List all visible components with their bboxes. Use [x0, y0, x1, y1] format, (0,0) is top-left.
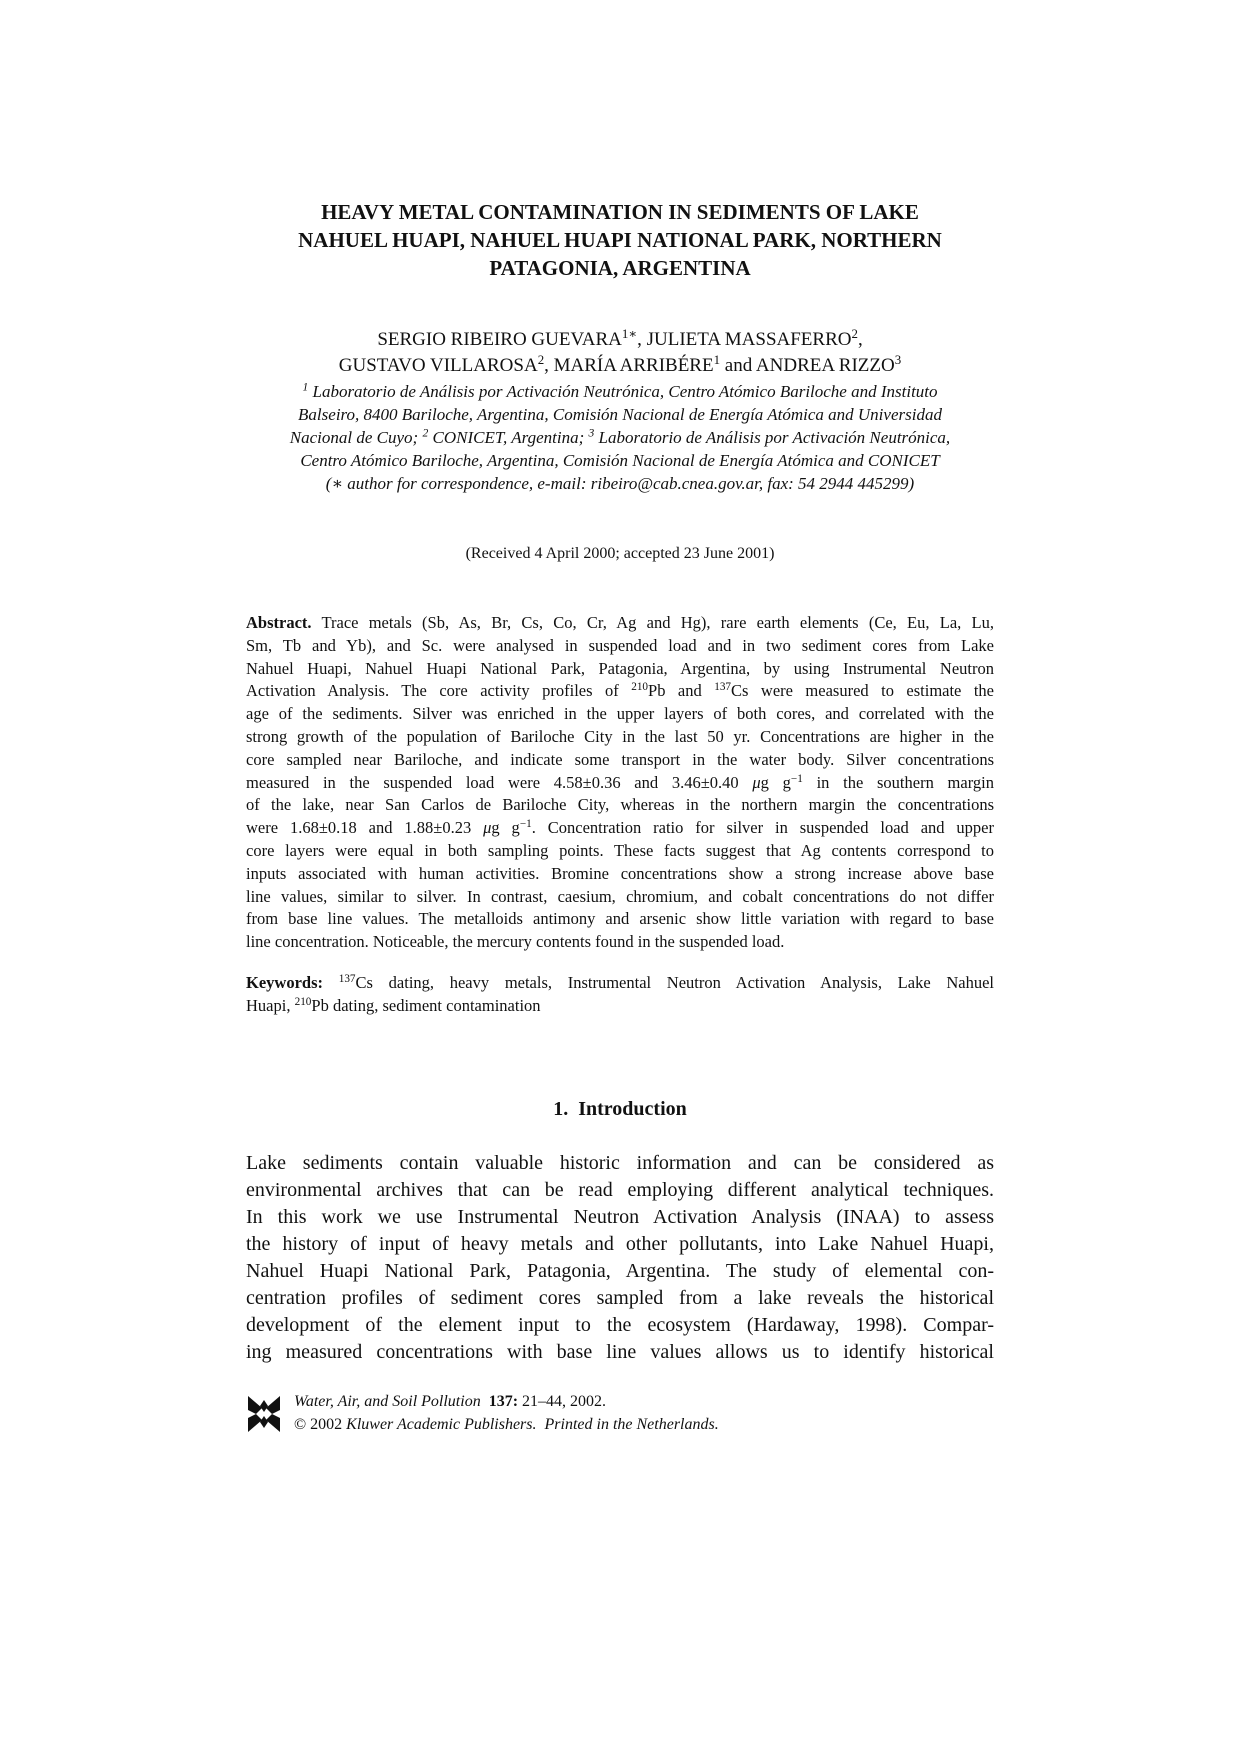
abstract-text: Pb and — [648, 681, 715, 701]
publisher-name: Kluwer Academic Publishers. — [346, 1416, 537, 1433]
body-line: environmental archives that can be read employing different analytical techniques. — [246, 1179, 994, 1201]
affiliation-text: Nacional de Cuyo; — [289, 428, 423, 447]
section-title: Introduction — [578, 1098, 687, 1120]
copyright-line — [294, 1413, 719, 1436]
unit-exponent: −1 — [790, 772, 803, 785]
author-line — [170, 327, 1070, 353]
isotope-mass-number: 137 — [714, 681, 732, 694]
body-line: Lake sediments contain valuable historic information and can be considered as — [246, 1152, 994, 1174]
introduction-body — [246, 1150, 994, 1366]
abstract-line — [246, 612, 994, 635]
affiliation-mark: 3 — [588, 426, 595, 440]
affiliation-text: Laboratorio de Análisis por Activación Neutrónica, — [594, 428, 951, 447]
title-line: HEAVY METAL CONTAMINATION IN SEDIMENTS OF LAKE — [321, 200, 919, 224]
body-line: Nahuel Huapi National Park, Patagonia, Argentina. The study of elemental con- — [246, 1260, 994, 1282]
keywords-line — [246, 995, 994, 1018]
unit-symbol: μ — [483, 818, 492, 838]
author-affiliation-mark: 2 — [537, 351, 545, 367]
abstract-line: of the lake, near San Carlos de Bariloche City, whereas in the northern margin the concentrations — [246, 795, 994, 815]
keywords-text: Huapi, — [246, 995, 295, 1015]
author-name: , MARÍA ARRIBÉRE — [544, 355, 714, 376]
affiliation-line: Balseiro, 8400 Bariloche, Argentina, Comisión Nacional de Energía Atómica and Universidad — [298, 405, 942, 424]
keywords-text: Pb dating, sediment contamination — [311, 995, 541, 1015]
author-affiliation-mark: 1 — [713, 351, 721, 367]
abstract-line: inputs associated with human activities. Bromine concentrations show a strong increase above base — [246, 863, 994, 883]
abstract-line — [246, 680, 994, 703]
abstract-line — [246, 817, 994, 840]
affiliation-text: CONICET, Argentina; — [428, 428, 589, 447]
unit-symbol: μ — [752, 772, 761, 792]
unit-exponent: −1 — [519, 818, 532, 831]
author-affiliation-mark: 3 — [894, 351, 902, 367]
abstract-line: core sampled near Bariloche, and indicate some transport in the water body. Silver concentrations — [246, 749, 994, 769]
keywords-line — [246, 972, 994, 995]
author-name: GUSTAVO VILLAROSA — [338, 355, 538, 376]
author-affiliation-mark: 1∗ — [621, 325, 638, 341]
journal-volume: 137: — [488, 1393, 519, 1410]
affiliation-line — [220, 426, 1020, 449]
received-dates: (Received 4 April 2000; accepted 23 June 2001) — [465, 545, 775, 562]
section-number: 1. — [553, 1098, 569, 1120]
title-line: PATAGONIA, ARGENTINA — [489, 256, 751, 280]
keywords-text: Cs dating, heavy metals, Instrumental Neutron Activation Analysis, Lake Nahuel — [355, 973, 994, 992]
affiliation-mark: 2 — [422, 426, 429, 440]
affiliation-text: Laboratorio de Análisis por Activación Neutrónica, Centro Atómico Bariloche and Instituto — [308, 382, 938, 401]
abstract-text: in the southern margin — [802, 772, 994, 792]
abstract-text: . Concentration ratio for silver in suspended load and upper — [531, 818, 994, 838]
footer-citation — [294, 1390, 719, 1436]
abstract-text: were 1.68±0.18 and 1.88±0.23 — [246, 818, 484, 838]
abstract-text: Trace metals (Sb, As, Br, Cs, Co, Cr, Ag and Hg), rare earth elements (Ce, Eu, La, Lu, — [311, 613, 994, 632]
abstract-text: Cs were measured to estimate the — [731, 681, 994, 701]
abstract-line: age of the sediments. Silver was enriched in the upper layers of both cores, and correlated with the — [246, 704, 994, 724]
keywords-label: Keywords: — [246, 973, 323, 992]
abstract-text: g g — [760, 772, 791, 792]
isotope-mass-number: 137 — [338, 972, 356, 985]
abstract-line: line concentration. Noticeable, the mercury contents found in the suspended load. — [246, 932, 785, 952]
section-heading — [220, 1096, 1020, 1122]
author-name: and ANDREA RIZZO — [720, 355, 895, 376]
copyright-text: © 2002 — [294, 1416, 347, 1433]
abstract-label: Abstract. — [246, 613, 312, 632]
body-line: ing measured concentrations with base line values allows us to identify historical — [246, 1341, 994, 1363]
affiliations — [220, 380, 1020, 495]
body-line: In this work we use Instrumental Neutron Activation Analysis (INAA) to assess — [246, 1206, 994, 1228]
keywords — [246, 972, 994, 1018]
citation-line — [294, 1390, 719, 1413]
abstract-line — [246, 772, 994, 795]
abstract — [246, 612, 994, 954]
body-line: development of the element input to the ecosystem (Hardaway, 1998). Compar- — [246, 1314, 994, 1336]
kluwer-publisher-logo-icon — [246, 1394, 282, 1434]
abstract-line: strong growth of the population of Bariloche City in the last 50 yr. Concentrations are higher in the — [246, 726, 994, 746]
paper-title — [220, 198, 1020, 282]
author-name: , JULIETA MASSAFERRO — [637, 329, 852, 350]
journal-pages: 21–44, 2002. — [518, 1393, 607, 1410]
title-line: NAHUEL HUAPI, NAHUEL HUAPI NATIONAL PARK, NORTHERN — [298, 228, 942, 252]
author-list — [170, 327, 1070, 379]
abstract-line: line values, similar to silver. In contrast, caesium, chromium, and cobalt concentrations do not differ — [246, 886, 994, 906]
affiliation-mark: 1 — [302, 380, 309, 394]
affiliation-line: Centro Atómico Bariloche, Argentina, Comisión Nacional de Energía Atómica and CONICET — [300, 451, 940, 470]
publication-footer — [246, 1390, 994, 1440]
abstract-text: g g — [491, 818, 520, 838]
isotope-mass-number: 210 — [631, 681, 649, 694]
isotope-mass-number: 210 — [294, 995, 312, 1008]
affiliation-line — [220, 380, 1020, 403]
author-separator: , — [857, 329, 863, 350]
abstract-line: core layers were equal in both sampling points. These facts suggest that Ag contents correspond to — [246, 840, 994, 860]
author-affiliation-mark: 2 — [851, 325, 858, 341]
author-line — [170, 353, 1070, 379]
abstract-line: Sm, Tb and Yb), and Sc. were analysed in suspended load and in two sediment cores from Lake — [246, 635, 994, 655]
abstract-line: Nahuel Huapi, Nahuel Huapi National Park, Patagonia, Argentina, by using Instrumental Neutron — [246, 658, 994, 678]
abstract-text: Activation Analysis. The core activity profiles of — [246, 681, 632, 701]
journal-name: Water, Air, and Soil Pollution — [294, 1393, 481, 1410]
body-line: the history of input of heavy metals and other pollutants, into Lake Nahuel Huapi, — [246, 1233, 994, 1255]
abstract-text: measured in the suspended load were 4.58±0.36 and 3.46±0.40 — [246, 772, 753, 792]
body-line: centration profiles of sediment cores sampled from a lake reveals the historical — [246, 1287, 994, 1309]
abstract-line: from base line values. The metalloids antimony and arsenic show little variation with regard to base — [246, 909, 994, 929]
author-name: SERGIO RIBEIRO GUEVARA — [377, 329, 622, 350]
printed-note: Printed in the Netherlands. — [544, 1416, 719, 1433]
correspondence-line: (∗ author for correspondence, e-mail: ribeiro@cab.cnea.gov.ar, fax: 54 2944 445299) — [325, 474, 915, 493]
